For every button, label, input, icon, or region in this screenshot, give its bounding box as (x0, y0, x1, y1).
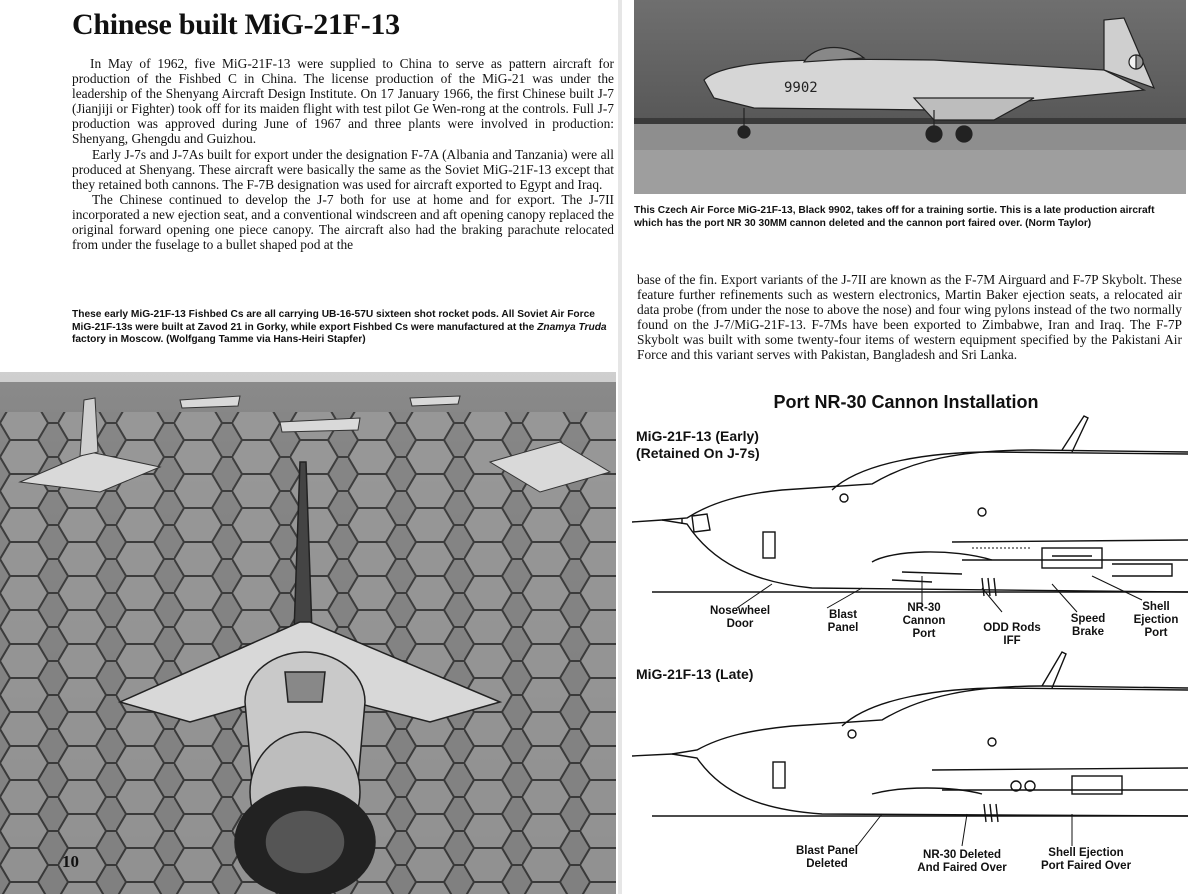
caption-text-b: factory in Moscow. (Wolfgang Tamme via Hans-Heiri Stapfer) (72, 334, 366, 346)
callout-shell-faired-line-1: Shell Ejection (1048, 847, 1124, 859)
photo-caption-czech-aircraft: This Czech Air Force MiG-21F-13, Black 9902, takes off for a training sortie. This is a late production aircraft which has the port NR 30 30MM cannon deleted and the cannon port faired over. (Norm Taylor) (634, 205, 1155, 229)
aircraft-serial: 9902 (784, 80, 818, 96)
late-variant-label: MiG-21F-13 (Late) (636, 666, 754, 682)
callout-shell-port-line-2: Ejection (1133, 614, 1179, 626)
paragraph-2: Early J-7s and J-7As built for export under the designation F-7A (Albania and Tanzania) were all produced at Shenyang. These aircraft were basically the same as the Soviet MiG-21F-13 except that they retained both cannons. The F-7B designation was used for aircraft exported to Egypt and Iraq. (72, 146, 614, 192)
callout-blast-deleted-line-1: Blast Panel (796, 845, 858, 857)
callout-blast-panel-deleted (782, 845, 872, 871)
callout-shell-port-line-1: Shell (1142, 601, 1170, 613)
callout-blast-panel (808, 609, 878, 635)
photo-caption-rocket-pods (72, 309, 616, 347)
callout-nr30-line-2: Cannon (902, 615, 946, 627)
late-callout-leaders (622, 810, 1190, 850)
callout-nosewheel-door-line-2: Door (726, 618, 754, 630)
photo-czech-mig21-takeoff (634, 0, 1186, 194)
page-number: 10 (62, 852, 79, 871)
late-cannon-diagram (632, 644, 1188, 834)
article-text-continued: base of the fin. Export variants of the J-7II are known as the F-7M Airguard and F-7P Skybolt. These feature further refinements such as western electronics, Martin Baker ejection seats, a relocated air data probe (from under the nose to above the nose) and four wing pylons instead of the two normally found on the J-7/MiG-21F-13. F-7Ms have been exported to Zimbabwe, Iran and Iraq. The F-7P Skybolt was built with some twenty-four items of western equipment specified by the Pakistani Air Force and this variant serves with Pakistan, Bangladesh and Sri Lanka. (637, 272, 1182, 363)
callout-nr30-deleted-line-1: NR-30 Deleted (923, 849, 1001, 861)
callout-blast-panel-line-1: Blast (828, 609, 858, 621)
callout-nr30-deleted (902, 849, 1022, 875)
callout-nr30-line-1: NR-30 (907, 602, 941, 614)
callout-nosewheel-door-line-1: Nosewheel (709, 605, 771, 617)
takeoff-photo-image (634, 0, 1186, 194)
early-variant-label-line-2: (Retained On J-7s) (636, 445, 760, 461)
callout-speed-brake (1056, 613, 1120, 639)
callout-shell-port-faired (1026, 847, 1146, 873)
callout-nr30-deleted-line-2: And Faired Over (917, 862, 1007, 874)
callout-shell-faired-line-2: Port Faired Over (1040, 860, 1132, 872)
caption-factory-name: Znamya Truda (537, 321, 607, 333)
callout-speed-brake-line-2: Brake (1072, 626, 1104, 638)
callout-speed-brake-line-1: Speed (1070, 613, 1106, 625)
callout-nr30-line-3: Port (912, 628, 936, 640)
callout-iff: IFF (1003, 635, 1021, 647)
callout-shell-port-line-3: Port (1144, 627, 1168, 639)
photo-fishbed-lineup (0, 372, 616, 894)
paragraph-3: The Chinese continued to develop the J-7 both for use at home and for export. The J-7II incorporated a new ejection seat, and a conventional windscreen and aft opening canopy replaced the original forward opening one piece canopy. The aircraft also had the braking parachute relocated from under the fuselage to a bullet shaped pod at the (72, 191, 614, 253)
caption-text-a: These early MiG-21F-13 Fishbed Cs are all carrying UB-16-57U sixteen shot rocket pods. All Soviet Air Force MiG-21F-13s were built at Zavod 21 in Gorky, while export Fishbed Cs were manufactured at the (72, 309, 595, 333)
callout-odd-rods: ODD Rods (983, 622, 1041, 634)
article-text (72, 56, 614, 252)
callout-nr30-cannon-port (886, 602, 962, 641)
early-variant-label-line-1: MiG-21F-13 (Early) (636, 428, 759, 444)
callout-shell-ejection-port (1124, 601, 1188, 640)
callout-blast-panel-line-2: Panel (827, 622, 859, 634)
lineup-photo-image (0, 372, 616, 894)
paragraph-1: In May of 1962, five MiG-21F-13 were supplied to China to serve as pattern aircraft for production of the Fishbed C in China. The license production of the MiG-21 was under the leadership of the Shenyang Aircraft Design Institute. On 17 January 1966, the first Chinese built J-7 (Jianjiji or Fighter) took off for its maiden flight with test pilot Ge Wen-rong at the controls. Full J-7 production was approved during June of 1967 and three plants were involved in production: Shenyang, Ghengdu and Guizhou. (72, 56, 614, 147)
callout-blast-deleted-line-2: Deleted (806, 858, 848, 870)
diagram-title: Port NR-30 Cannon Installation (773, 392, 1039, 412)
page-title: Chinese built MiG-21F-13 (72, 8, 400, 41)
callout-nosewheel-door (700, 605, 780, 631)
right-page (622, 0, 1190, 894)
